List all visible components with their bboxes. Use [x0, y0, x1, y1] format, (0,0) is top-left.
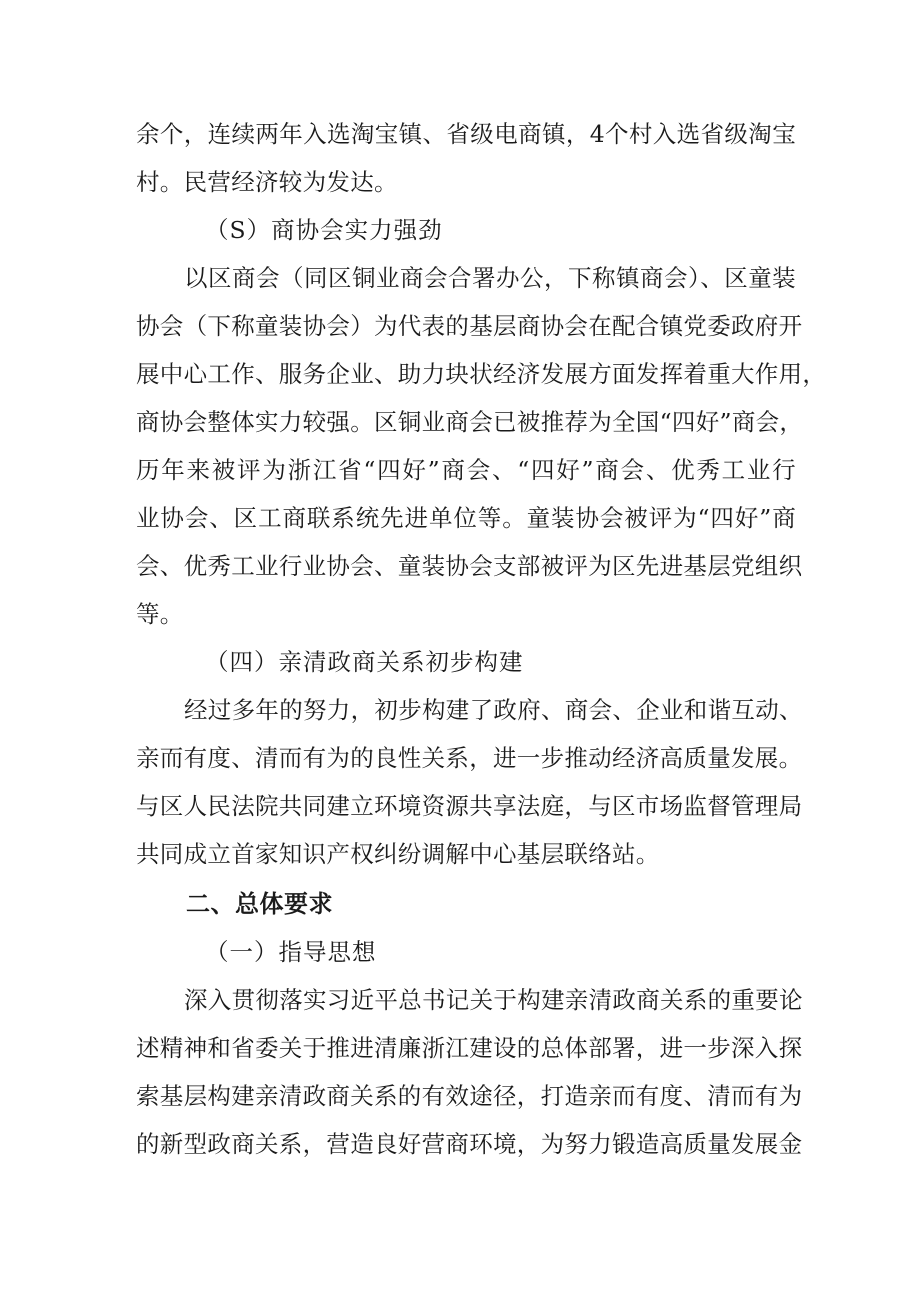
paragraph-line: 余个，连续两年入选淘宝镇、省级电商镇，4个村入选省级淘宝 — [136, 120, 796, 148]
paragraph-line: 协会（下称童装协会）为代表的基层商协会在配合镇党委政府开 — [136, 312, 803, 340]
paragraph-line: 等。 — [136, 600, 184, 628]
paragraph-line: 述精神和省委关于推进清廉浙江建设的总体部署，进一步深入探 — [136, 1034, 803, 1062]
paragraph-line: 村。民营经济较为发达。 — [136, 168, 398, 196]
paragraph-line: 共同成立首家知识产权纠纷调解中心基层联络站。 — [136, 840, 660, 868]
paragraph-line: 与区人民法院共同建立环境资源共享法庭，与区市场监督管理局 — [136, 792, 803, 820]
paragraph-line: 深入贯彻落实习近平总书记关于构建亲清政商关系的重要论 — [184, 986, 803, 1014]
section-subheading: （S）商协会实力强劲 — [205, 216, 443, 244]
paragraph-line: 会、优秀工业行业协会、童装协会支部被评为区先进基层党组织 — [136, 552, 803, 580]
section-heading: 二、总体要求 — [186, 890, 333, 918]
paragraph-line: 的新型政商关系，营造良好营商环境，为努力锻造高质量发展金 — [136, 1130, 803, 1158]
paragraph-line: 亲而有度、清而有为的良性关系，进一步推动经济高质量发展。 — [136, 744, 803, 772]
paragraph-line: 商协会整体实力较强。区铜业商会已被推荐为全国“四好”商会， — [136, 408, 804, 436]
section-subheading: （四）亲清政商关系初步构建 — [205, 648, 524, 676]
paragraph-line: 经过多年的努力，初步构建了政府、商会、企业和谐互动、 — [184, 696, 803, 724]
paragraph-line: 业协会、区工商联系统先进单位等。童装协会被评为“四好”商 — [136, 504, 796, 532]
paragraph-line: 历年来被评为浙江省“四好”商会、“四好”商会、优秀工业行 — [136, 456, 796, 484]
paragraph-line: 以区商会（同区铜业商会合署办公，下称镇商会）、区童装 — [184, 264, 796, 292]
paragraph-line: 索基层构建亲清政商关系的有效途径，打造亲而有度、清而有为 — [136, 1082, 803, 1110]
paragraph-line: 展中心工作、服务企业、助力块状经济发展方面发挥着重大作用， — [136, 360, 827, 388]
section-subheading: （一）指导思想 — [205, 938, 377, 966]
